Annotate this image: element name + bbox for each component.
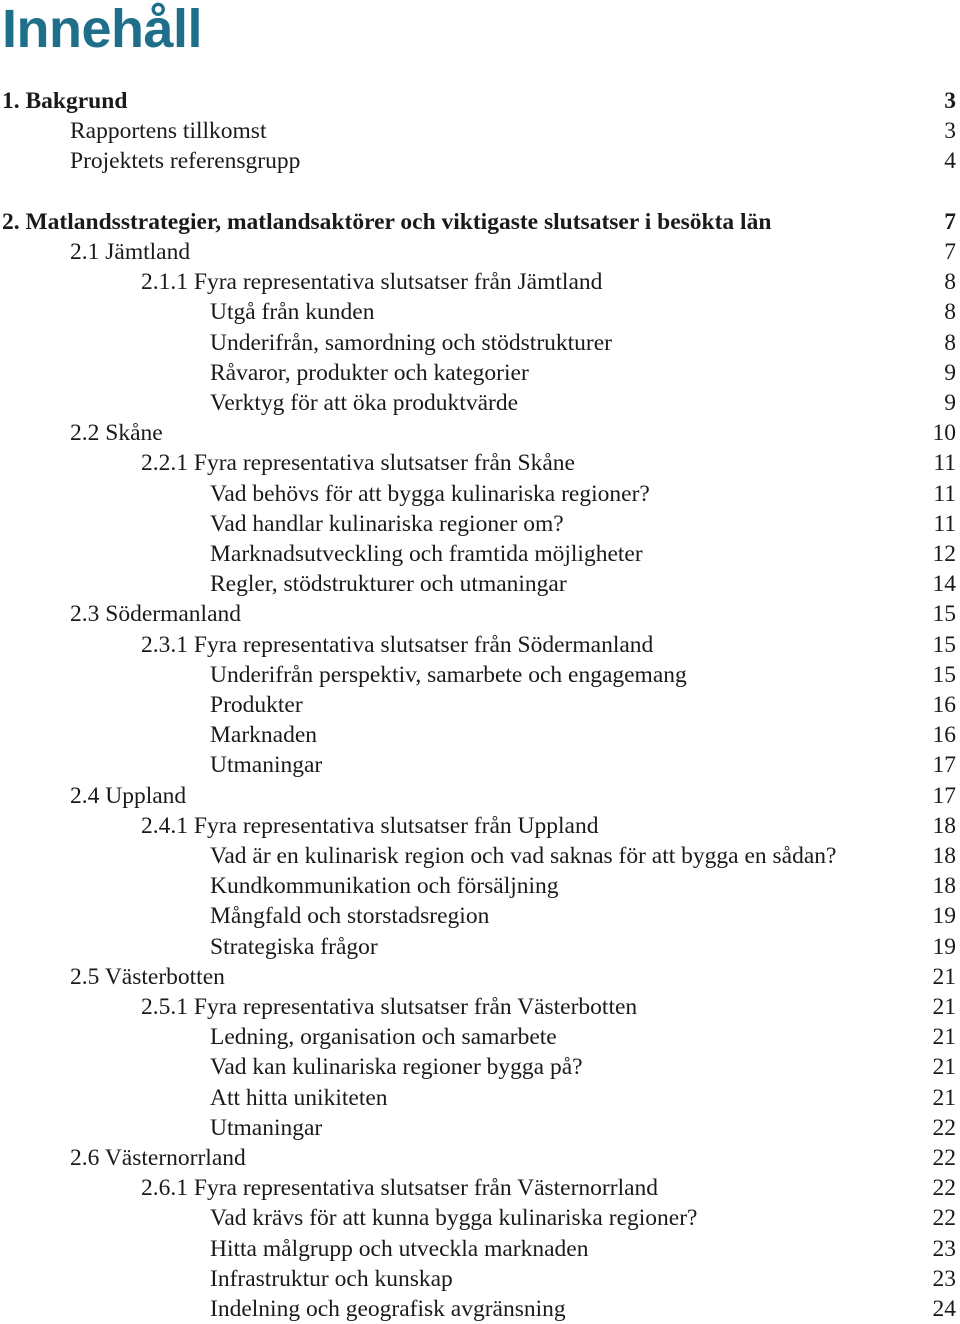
toc-entry xyxy=(0,1113,960,1143)
toc-entry-label: Underifrån, samordning och stödstrukturer xyxy=(210,329,613,356)
toc-entry xyxy=(0,297,960,327)
toc-entry-label: Råvaror, produkter och kategorier xyxy=(210,359,529,386)
toc-entry xyxy=(0,962,960,992)
toc-entry-page: 17 xyxy=(932,752,956,779)
toc-entry-label: 2.2.1 Fyra representativa slutsatser från Skåne xyxy=(141,450,575,477)
toc-entry-page: 24 xyxy=(932,1296,956,1322)
toc-entry-page: 15 xyxy=(932,661,956,688)
toc-entry xyxy=(0,569,960,599)
toc-entry xyxy=(0,479,960,509)
toc-entry xyxy=(0,690,960,720)
toc-entry-page: 22 xyxy=(932,1145,956,1171)
toc-entry xyxy=(0,267,960,297)
toc-entry-page: 12 xyxy=(932,541,956,567)
toc-entry xyxy=(0,720,960,750)
toc-entry-label: Vad krävs för att kunna bygga kulinariska regioner? xyxy=(210,1205,698,1232)
toc-entry-label: Kundkommunikation och försäljning xyxy=(210,873,559,900)
toc-entry xyxy=(0,418,960,448)
toc-entry-label: 2.2 Skåne xyxy=(70,420,163,447)
toc-entry-page: 21 xyxy=(932,1024,956,1051)
toc-entry-page: 9 xyxy=(944,359,956,386)
toc-entry-page: 4 xyxy=(944,148,956,175)
toc-entry-page: 22 xyxy=(932,1175,956,1202)
toc-entry xyxy=(0,750,960,780)
toc-entry-label: 2.6 Västernorrland xyxy=(70,1145,246,1171)
toc-entry-label: Infrastruktur och kunskap xyxy=(210,1265,453,1292)
toc-entry-label: Mångfald och storstadsregion xyxy=(210,903,490,930)
toc-entry xyxy=(0,811,960,841)
toc-entry xyxy=(0,1173,960,1203)
toc-entry xyxy=(0,871,960,901)
toc-entry-page: 23 xyxy=(932,1235,956,1262)
toc-entry-page: 10 xyxy=(932,420,956,447)
toc-entry-label: 2.1.1 Fyra representativa slutsatser från Jämtland xyxy=(141,269,603,296)
toc-entry-label: 2.5.1 Fyra representativa slutsatser från Västerbotten xyxy=(141,994,638,1020)
toc-entry xyxy=(0,237,960,267)
toc-entry-label: Vad är en kulinarisk region och vad saknas för att bygga en sådan? xyxy=(210,843,837,869)
toc-entry xyxy=(0,599,960,629)
toc-entry-label: Marknadsutveckling och framtida möjligheter xyxy=(210,541,643,567)
toc-entry-label: Utmaningar xyxy=(210,1114,323,1141)
toc-entry-label: 1. Bakgrund xyxy=(2,88,128,114)
toc-entry-label: Ledning, organisation och samarbete xyxy=(210,1024,557,1051)
toc-entry-label: Hitta målgrupp och utveckla marknaden xyxy=(210,1235,589,1262)
toc-entry-page: 18 xyxy=(932,873,956,900)
toc-entry-page: 19 xyxy=(932,933,956,960)
toc-entry xyxy=(0,358,960,388)
toc-entry-page: 22 xyxy=(932,1205,956,1232)
toc-entry-label: 2.4.1 Fyra representativa slutsatser från Uppland xyxy=(141,812,599,839)
toc-entry-label: Marknaden xyxy=(210,722,318,749)
toc-entry-label: 2.6.1 Fyra representativa slutsatser från Västernorrland xyxy=(141,1175,659,1202)
toc-entry xyxy=(0,901,960,931)
toc-entry-label: Utmaningar xyxy=(210,752,323,779)
toc-entry-page: 15 xyxy=(932,631,956,658)
toc-entry xyxy=(0,448,960,478)
toc-entry-label: 2.1 Jämtland xyxy=(70,239,191,265)
toc-entry xyxy=(0,328,960,358)
toc-entry-page: 21 xyxy=(932,963,956,990)
toc-entry xyxy=(0,1052,960,1082)
toc-entry-page: 7 xyxy=(944,239,956,265)
toc-entry xyxy=(0,841,960,871)
toc-entry xyxy=(0,992,960,1022)
toc-entry-page: 18 xyxy=(932,843,956,869)
toc-entry xyxy=(0,86,960,116)
toc-entry xyxy=(0,1203,960,1233)
toc-entry-page: 11 xyxy=(933,510,956,537)
toc-entry-label: 2. Matlandsstrategier, matlandsaktörer och viktigaste slutsatser i besökta län xyxy=(2,208,772,235)
toc-entry xyxy=(0,781,960,811)
toc-entry-page: 18 xyxy=(932,812,956,839)
toc-entry-page: 16 xyxy=(932,692,956,718)
toc-entry-label: 2.3.1 Fyra representativa slutsatser från Södermanland xyxy=(141,631,654,658)
toc-entry-page: 8 xyxy=(944,329,956,356)
toc-entry-label: Projektets referensgrupp xyxy=(70,148,301,175)
toc-entry-label: Regler, stödstrukturer och utmaningar xyxy=(210,571,567,598)
toc-entry-page: 16 xyxy=(932,722,956,749)
toc-entry-page: 3 xyxy=(944,88,956,114)
toc-entry-label: Vad kan kulinariska regioner bygga på? xyxy=(210,1054,583,1081)
toc-entry-label: 2.4 Uppland xyxy=(70,782,187,809)
toc-entry-page: 19 xyxy=(932,903,956,930)
toc-entry xyxy=(0,116,960,146)
toc-entry-label: Vad behövs för att bygga kulinariska regioner? xyxy=(210,480,650,507)
toc-entry-label: Rapportens tillkomst xyxy=(70,118,267,145)
toc-entry-page: 7 xyxy=(944,208,956,235)
toc-entry-label: Vad handlar kulinariska regioner om? xyxy=(210,510,564,537)
toc-entry-page: 11 xyxy=(933,450,956,477)
toc-entry-page: 14 xyxy=(932,571,956,598)
toc-entry-label: Underifrån perspektiv, samarbete och engagemang xyxy=(210,661,687,688)
toc-entry xyxy=(0,660,960,690)
toc-entry xyxy=(0,146,960,176)
page-title: Innehåll xyxy=(2,0,203,59)
toc-entry xyxy=(0,1143,960,1173)
toc-entry-page: 21 xyxy=(932,1054,956,1081)
toc-entry-page: 8 xyxy=(944,269,956,296)
toc-entry-page: 3 xyxy=(944,118,956,145)
toc-entry-page: 9 xyxy=(944,390,956,416)
toc-entry xyxy=(0,207,960,237)
toc-entry-page: 21 xyxy=(932,994,956,1020)
toc-entry-page: 11 xyxy=(933,480,956,507)
toc-entry-page: 23 xyxy=(932,1265,956,1292)
toc-entry xyxy=(0,539,960,569)
toc-entry-label: Utgå från kunden xyxy=(210,299,375,326)
toc-entry-page: 21 xyxy=(932,1084,956,1111)
toc-entry-label: Indelning och geografisk avgränsning xyxy=(210,1296,566,1322)
toc-entry xyxy=(0,1294,960,1324)
toc-entry-page: 22 xyxy=(932,1114,956,1141)
toc-entry-page: 8 xyxy=(944,299,956,326)
toc-entry xyxy=(0,509,960,539)
toc-entry-label: Att hitta unikiteten xyxy=(210,1084,388,1111)
toc-entry-page: 15 xyxy=(932,601,956,628)
toc-entry xyxy=(0,932,960,962)
toc-entry-label: Strategiska frågor xyxy=(210,933,378,960)
toc-entry xyxy=(0,1234,960,1264)
toc-entry-label: 2.5 Västerbotten xyxy=(70,963,225,990)
toc-entry-label: 2.3 Södermanland xyxy=(70,601,241,628)
toc-entry xyxy=(0,630,960,660)
toc-entry-label: Produkter xyxy=(210,692,303,718)
toc-entry xyxy=(0,1264,960,1294)
toc-entry-label: Verktyg för att öka produktvärde xyxy=(210,390,519,416)
toc-entry xyxy=(0,1083,960,1113)
toc-entry xyxy=(0,388,960,418)
toc-entry-page: 17 xyxy=(932,782,956,809)
toc-entry xyxy=(0,1022,960,1052)
